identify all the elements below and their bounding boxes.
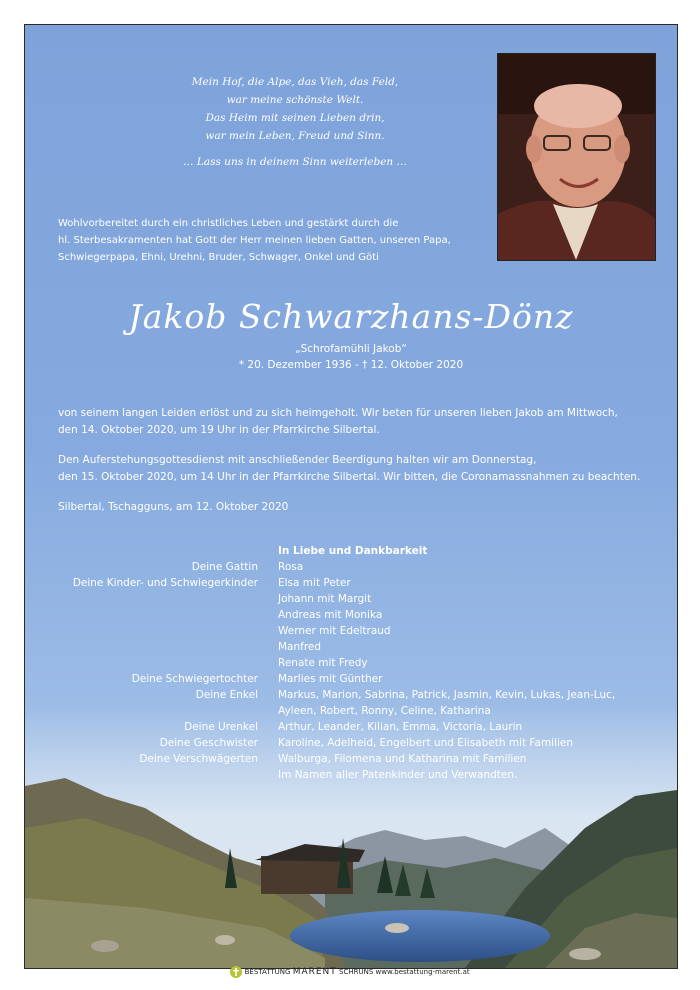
mourner-value: Johann mit Margit (278, 593, 372, 605)
mourner-label: Deine Verschwägerten (139, 753, 258, 765)
poem-line: Mein Hof, die Alpe, das Vieh, das Feld, (191, 76, 399, 88)
mourner-label (58, 767, 278, 783)
mourner-value: Ayleen, Robert, Ronny, Celine, Katharina (278, 705, 491, 717)
mourner-label (58, 703, 278, 719)
mourner-row (58, 591, 658, 607)
poem (145, 73, 445, 171)
poem-line: Das Heim mit seinen Lieben drin, (205, 112, 385, 124)
mourner-value: Andreas mit Monika (278, 609, 383, 621)
mourner-label: Deine Kinder- und Schwiegerkinder (72, 577, 258, 589)
deceased-nickname: „Schrofamühli Jakob“ (295, 343, 407, 355)
mourner-label: Deine Enkel (195, 689, 258, 701)
body-line: den 14. Oktober 2020, um 19 Uhr in der Pfarrkirche Silbertal. (58, 424, 380, 436)
mourner-value: Markus, Marion, Sabrina, Patrick, Jasmin, Kevin, Lukas, Jean-Luc, (278, 689, 616, 701)
mourner-row (58, 767, 658, 783)
footer-url[interactable]: www.bestattung-marent.at (375, 968, 470, 976)
mourner-label (58, 639, 278, 655)
mourner-label (58, 623, 278, 639)
mourner-row (58, 655, 658, 671)
footer (0, 966, 700, 990)
body-line: Den Auferstehungsgottesdienst mit anschließender Beerdigung halten wir am Donnerstag, (58, 454, 537, 466)
mourners-list (58, 543, 658, 783)
poem-line: war mein Leben, Freud und Sinn. (205, 130, 385, 142)
mourner-value: Karoline, Adelheid, Engelbert und Elisabeth mit Familien (278, 737, 574, 749)
company-logo-icon (230, 966, 242, 978)
mourner-label: Deine Gattin (191, 561, 258, 573)
mourner-row (58, 687, 658, 703)
mourner-value: Renate mit Fredy (278, 657, 368, 669)
obituary-card (24, 24, 678, 969)
mourner-label: Deine Urenkel (184, 721, 258, 733)
deceased-dates: * 20. Dezember 1936 - † 12. Oktober 2020 (238, 359, 464, 371)
mourner-label (58, 607, 278, 623)
mourner-value: Rosa (278, 561, 304, 573)
mourner-row (58, 575, 658, 591)
poem-line: war meine schönste Welt. (226, 94, 364, 106)
mourner-value: Manfred (278, 641, 322, 653)
footer-company: BESTATTUNG (244, 968, 291, 976)
footer-town: SCHRUNS (339, 968, 374, 976)
mourner-value: Marlies mit Günther (278, 673, 383, 685)
mourner-row (58, 719, 658, 735)
mourner-value: Werner mit Edeltraud (278, 625, 391, 637)
portrait-photo (497, 53, 656, 261)
mourner-value: Walburga, Filomena und Katharina mit Familien (278, 753, 527, 765)
mourner-value: Elsa mit Peter (278, 577, 351, 589)
mourners-heading: In Liebe und Dankbarkeit (278, 545, 428, 557)
mourner-label (58, 591, 278, 607)
funeral-paragraph-1 (58, 405, 668, 439)
intro-line: Wohlvorbereitet durch ein christliches Leben und gestärkt durch die (58, 218, 399, 229)
deceased-name: Jakob Schwarzhans-Dönz (128, 297, 574, 336)
mourner-row (58, 751, 658, 767)
body-line: den 15. Oktober 2020, um 14 Uhr in der Pfarrkirche Silbertal. Wir bitten, die Coronamassnahmen zu beachten. (58, 471, 641, 483)
poem-closing: … Lass uns in deinem Sinn weiterleben … (183, 156, 407, 168)
mourner-value: Arthur, Leander, Kilian, Emma, Victoria, Laurin (278, 721, 523, 733)
mourner-label (58, 655, 278, 671)
intro-text (58, 215, 498, 266)
intro-line: hl. Sterbesakramenten hat Gott der Herr meinen lieben Gatten, unseren Papa, (58, 235, 451, 246)
mourner-row (58, 703, 658, 719)
mourner-row (58, 639, 658, 655)
mourners-heading-row (58, 543, 658, 559)
mourner-row (58, 671, 658, 687)
mourner-row (58, 607, 658, 623)
mourner-row (58, 623, 658, 639)
intro-line: Schwiegerpapa, Ehni, Urehni, Bruder, Schwager, Onkel und Göti (58, 252, 379, 263)
body-line: von seinem langen Leiden erlöst und zu sich heimgeholt. Wir beten für unseren lieben Jakob am Mittwoch, (58, 407, 618, 419)
funeral-paragraph-2 (58, 452, 668, 486)
mourner-label: Deine Geschwister (159, 737, 258, 749)
mourner-row (58, 735, 658, 751)
mountain-landscape-image (25, 768, 677, 968)
place-date: Silbertal, Tschagguns, am 12. Oktober 2020 (58, 501, 289, 513)
footer-brand: MARENT (292, 967, 337, 977)
mourner-value: Im Namen aller Patenkinder und Verwandten. (278, 769, 518, 781)
mourner-row (58, 559, 658, 575)
mourner-label: Deine Schwiegertochter (131, 673, 258, 685)
